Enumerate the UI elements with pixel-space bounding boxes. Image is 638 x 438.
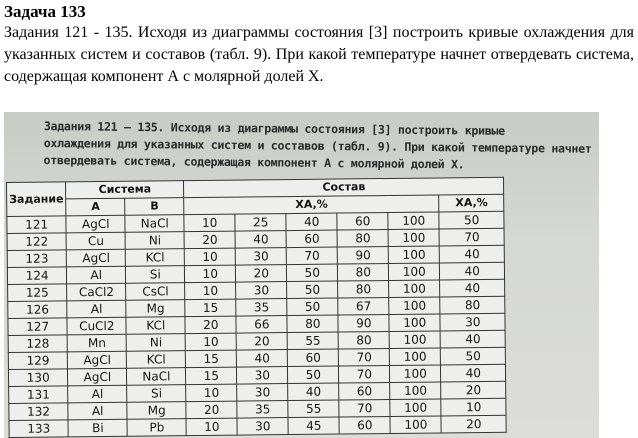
cell-x: 10 — [185, 282, 236, 300]
cell-x: 90 — [338, 246, 389, 264]
cell-x: 100 — [389, 331, 440, 349]
cell-x: 10 — [185, 248, 236, 266]
cell-xa: 40 — [440, 279, 505, 297]
cell-xa: 50 — [441, 347, 506, 365]
header-xa: XA,% — [184, 195, 439, 215]
cell-x: 30 — [237, 367, 288, 385]
cell-x: 70 — [287, 247, 338, 265]
cell-x: 30 — [237, 418, 288, 436]
cell-x: 100 — [389, 314, 440, 332]
photo-line-3: отвердевать система, содержащая компонент А с молярной долей Х. — [43, 152, 465, 172]
cell-x: 40 — [237, 350, 288, 368]
cell-a: AgCl — [68, 368, 127, 386]
cell-x: 30 — [236, 282, 287, 300]
task-text: Задания 121 - 135. Исходя из диаграммы состояния [3] построить кривые охлаждения для указанных систем и составов (табл. 9). При какой температуре начнет отвердевать система, содержащая компонент А с молярной долей Х. — [4, 24, 634, 85]
cell-x: 100 — [388, 229, 439, 247]
cell-x: 55 — [287, 332, 338, 350]
cell-x: 80 — [338, 263, 389, 281]
cell-xa: 20 — [441, 381, 506, 399]
cell-xa: 20 — [441, 415, 506, 433]
photo-line-2: охлаждения для указанных систем и составов (табл. 9). При какой температуре начнет — [43, 135, 592, 156]
header-task: Задание — [7, 182, 67, 217]
cell-n: 131 — [9, 386, 68, 404]
cell-xa: 40 — [440, 245, 505, 263]
cell-x: 100 — [389, 297, 440, 315]
cell-b: Pb — [127, 419, 186, 437]
cell-x: 100 — [389, 246, 440, 264]
task-title: Задача 133 — [4, 2, 86, 21]
cell-x: 80 — [287, 315, 338, 333]
cell-n: 127 — [8, 318, 67, 336]
cell-xa: 40 — [441, 364, 506, 382]
cell-b: NaCl — [127, 368, 186, 386]
cell-x: 100 — [390, 348, 441, 366]
cell-x: 15 — [185, 299, 236, 317]
cell-x: 10 — [185, 265, 236, 283]
cell-x: 40 — [288, 383, 339, 401]
cell-b: NaCl — [125, 215, 184, 233]
header-a: А — [66, 198, 125, 216]
cell-xa: 40 — [440, 330, 505, 348]
cell-x: 10 — [186, 384, 237, 402]
cell-b: CsCl — [126, 283, 185, 301]
cell-x: 50 — [287, 264, 338, 282]
cell-a: Cu — [66, 232, 125, 250]
cell-x: 50 — [287, 281, 338, 299]
cell-b: KCl — [126, 249, 185, 267]
header-system: Система — [66, 181, 184, 199]
cell-x: 80 — [337, 229, 388, 247]
cell-a: AgCl — [66, 215, 125, 233]
cell-x: 100 — [390, 365, 441, 383]
cell-x: 60 — [339, 416, 390, 434]
scanned-page-photo — [4, 112, 599, 438]
cell-x: 15 — [186, 367, 237, 385]
cell-x: 20 — [236, 265, 287, 283]
cell-x: 20 — [186, 401, 237, 419]
cell-x: 90 — [338, 314, 389, 332]
cell-b: Mg — [126, 300, 185, 318]
cell-x: 100 — [388, 212, 439, 230]
cell-xa: 40 — [440, 262, 505, 280]
cell-x: 100 — [389, 263, 440, 281]
cell-x: 10 — [184, 214, 235, 232]
photo-task-text — [43, 118, 592, 175]
cell-a: CaCl2 — [67, 283, 126, 301]
cell-a: CuCl2 — [67, 317, 126, 335]
cell-x: 10 — [186, 418, 237, 436]
cell-xa: 70 — [439, 228, 504, 246]
cell-xa: 10 — [441, 398, 506, 416]
cell-n: 121 — [7, 216, 66, 234]
cell-n: 133 — [9, 420, 68, 438]
cell-x: 70 — [339, 365, 390, 383]
cell-a: Al — [67, 300, 126, 318]
cell-x: 40 — [286, 213, 337, 231]
cell-x: 100 — [390, 399, 441, 417]
header-composition: Состав — [184, 177, 504, 197]
cell-x: 50 — [288, 366, 339, 384]
cell-x: 60 — [337, 212, 388, 230]
photo-line-1: Задания 121 – 135. Исходя из диаграммы состояния [3] построить кривые — [43, 118, 505, 138]
cell-x: 50 — [287, 298, 338, 316]
cell-x: 35 — [237, 401, 288, 419]
header-b: В — [125, 198, 184, 216]
cell-b: Mg — [127, 402, 186, 420]
cell-xa: 30 — [440, 313, 505, 331]
cell-x: 66 — [236, 316, 287, 334]
cell-xa: 50 — [439, 211, 504, 229]
cell-a: Al — [68, 402, 127, 420]
cell-n: 123 — [7, 250, 66, 268]
cell-x: 55 — [288, 400, 339, 418]
cell-x: 40 — [235, 231, 286, 249]
cell-b: Ni — [125, 232, 184, 250]
cell-x: 25 — [235, 214, 286, 232]
header-xa-2: XA,% — [439, 194, 504, 212]
cell-n: 125 — [8, 284, 67, 302]
cell-b: Si — [127, 385, 186, 403]
cell-a: AgCl — [67, 249, 126, 267]
cell-x: 67 — [338, 297, 389, 315]
cell-x: 30 — [236, 248, 287, 266]
cell-b: Ni — [126, 334, 185, 352]
cell-a: Bi — [68, 419, 127, 437]
cell-b: Si — [126, 266, 185, 284]
cell-x: 30 — [237, 384, 288, 402]
cell-x: 100 — [390, 382, 441, 400]
cell-a: Al — [68, 385, 127, 403]
cell-x: 10 — [185, 333, 236, 351]
cell-x: 70 — [339, 348, 390, 366]
cell-n: 130 — [8, 369, 67, 387]
cell-x: 20 — [236, 333, 287, 351]
cell-a: Al — [67, 266, 126, 284]
cell-a: Mn — [67, 334, 126, 352]
cell-b: KCl — [127, 351, 186, 369]
cell-x: 60 — [288, 349, 339, 367]
cell-n: 128 — [8, 335, 67, 353]
cell-n: 122 — [7, 233, 66, 251]
cell-x: 20 — [185, 316, 236, 334]
cell-x: 80 — [338, 331, 389, 349]
cell-xa: 80 — [440, 296, 505, 314]
cell-x: 100 — [390, 416, 441, 434]
cell-x: 45 — [288, 417, 339, 435]
cell-b: KCl — [126, 317, 185, 335]
cell-x: 15 — [186, 350, 237, 368]
cell-n: 126 — [8, 301, 67, 319]
cell-x: 80 — [338, 280, 389, 298]
cell-n: 132 — [9, 403, 68, 421]
cell-x: 60 — [286, 230, 337, 248]
cell-x: 60 — [339, 382, 390, 400]
cell-x: 20 — [184, 231, 235, 249]
cell-x: 70 — [339, 399, 390, 417]
data-table — [6, 177, 507, 438]
cell-x: 35 — [236, 299, 287, 317]
cell-n: 129 — [8, 352, 67, 370]
cell-n: 124 — [7, 267, 66, 285]
cell-a: AgCl — [68, 351, 127, 369]
cell-x: 100 — [389, 280, 440, 298]
